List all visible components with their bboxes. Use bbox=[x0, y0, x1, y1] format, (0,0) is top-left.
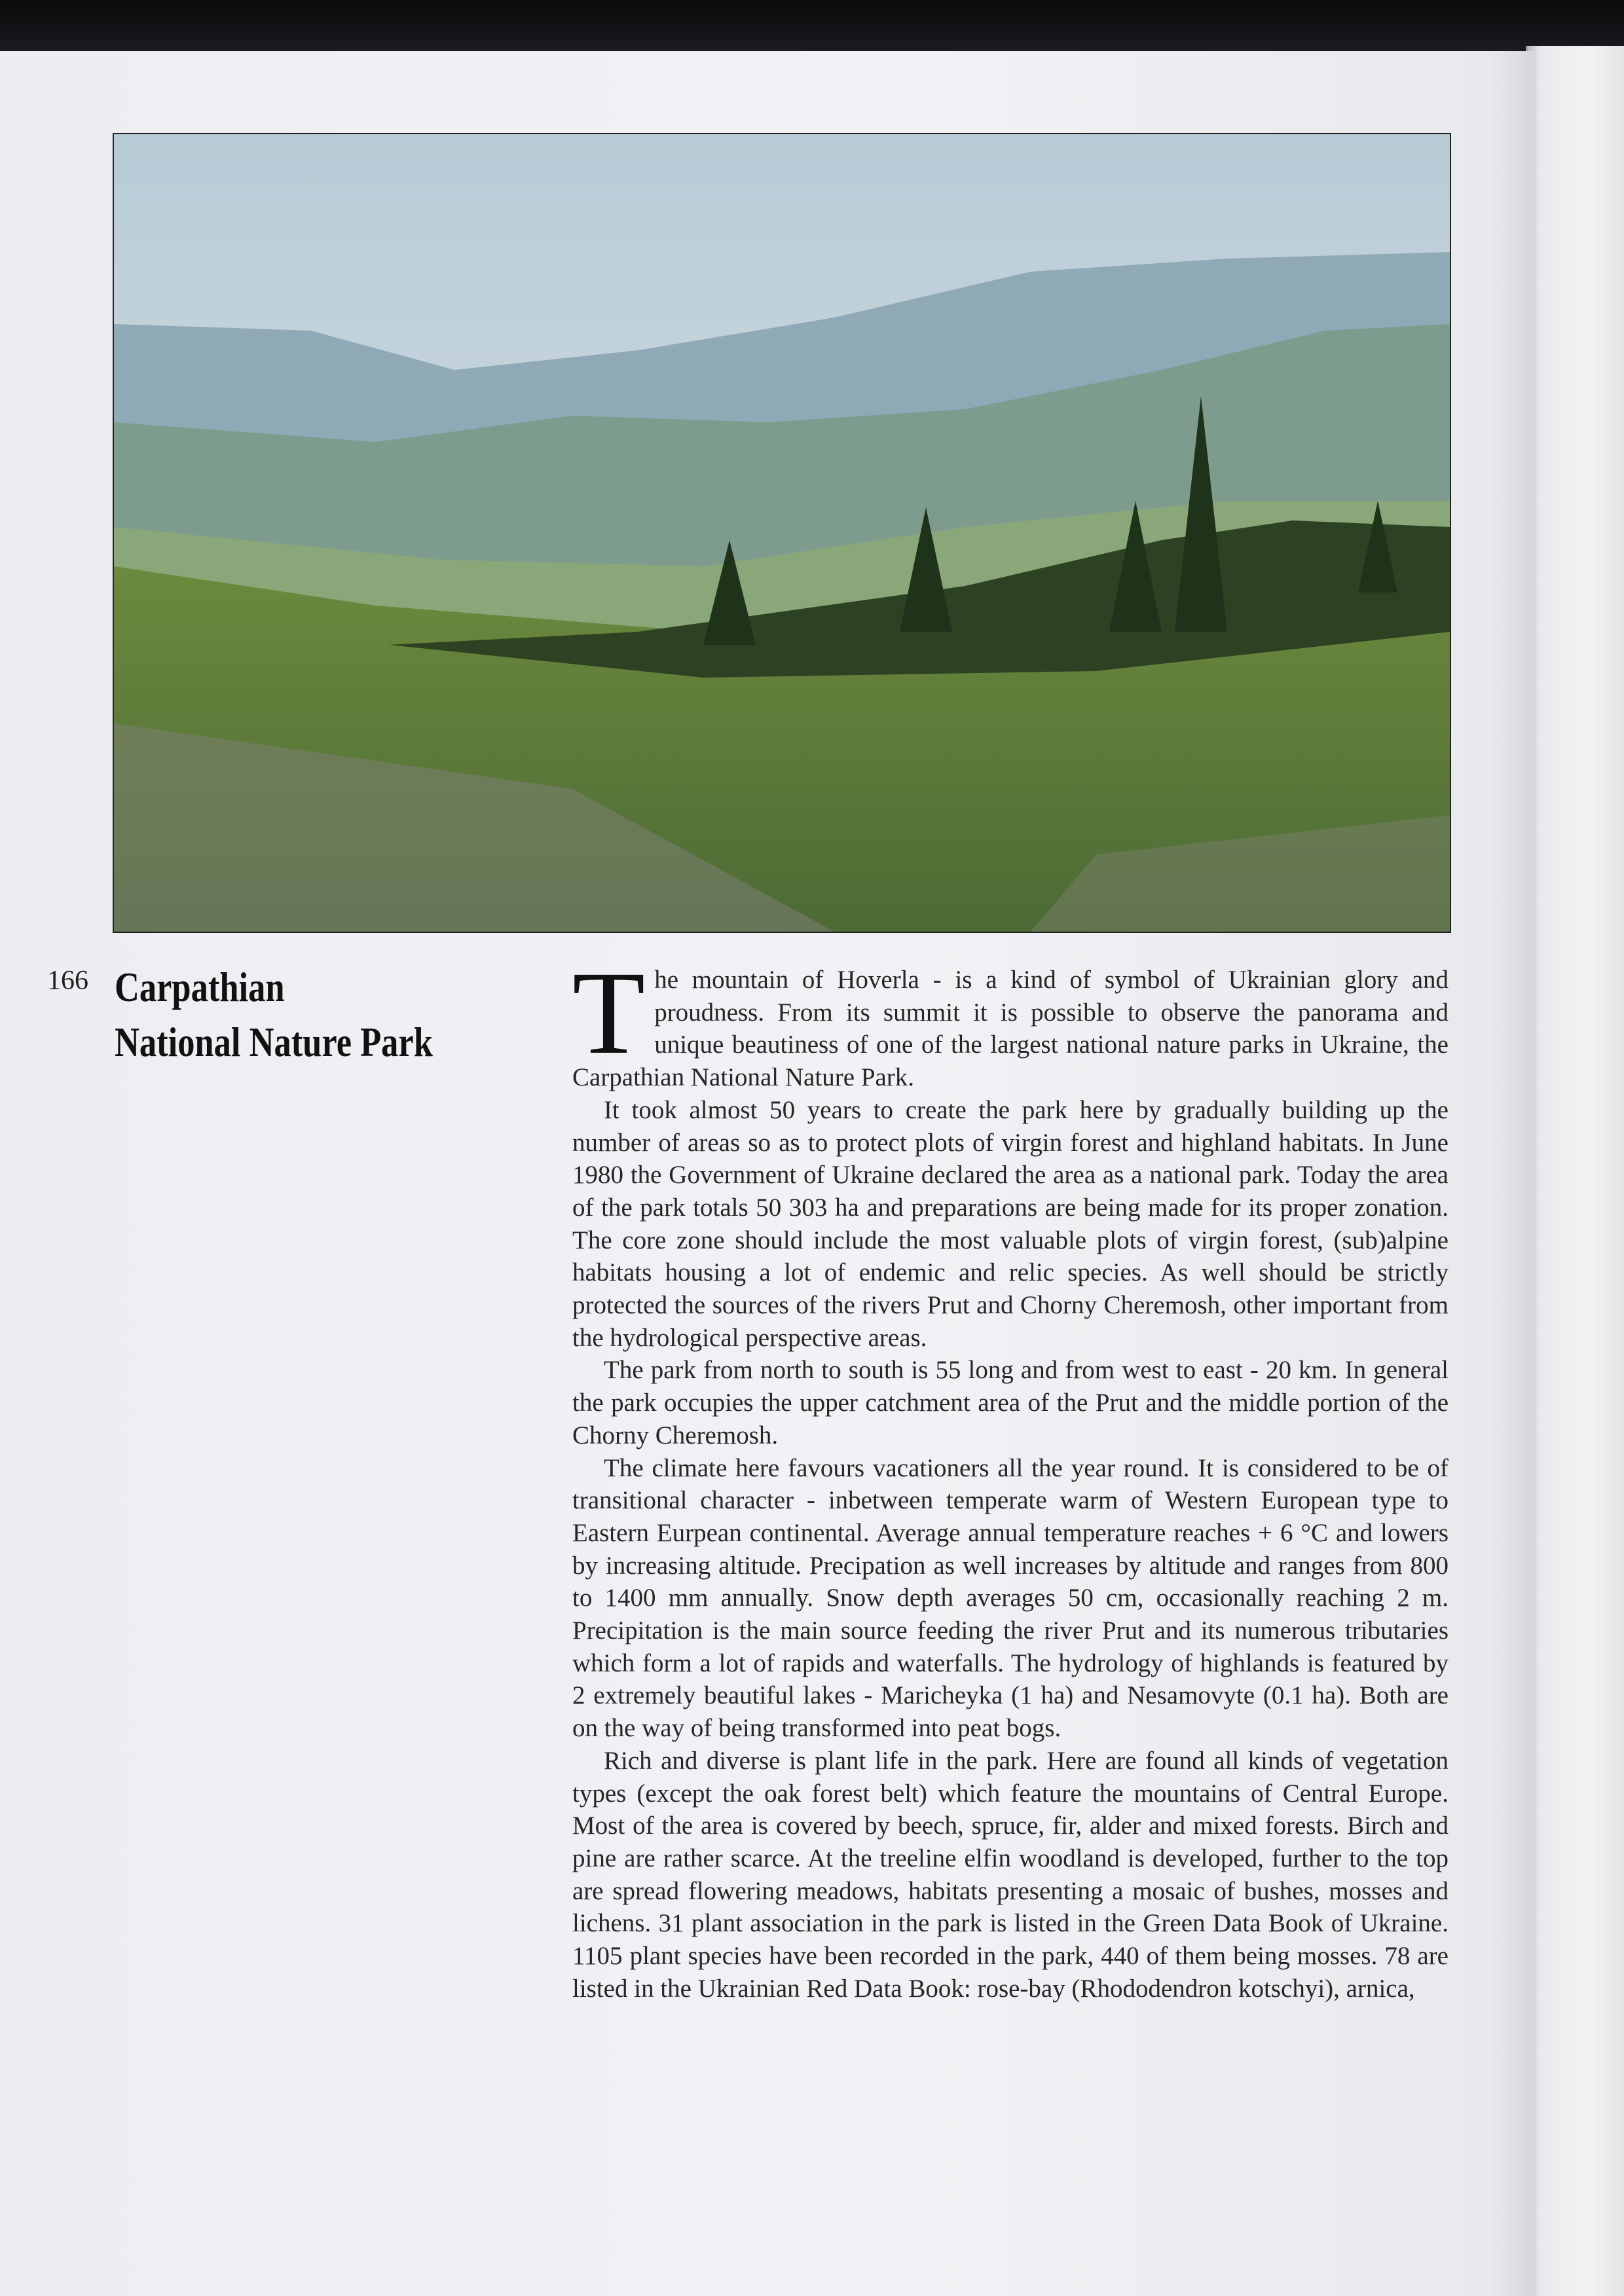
heading-line-1: Carpathian bbox=[115, 964, 285, 1010]
paragraph-4: The climate here favours vacationers all the year round. It is considered to be of transitional character - inbetween temperate warm of Western European type to Eastern Eurpean continental. Average annual temperature reaches + 6 °C and lowers by increasing altitude. Precipation as well increases by altitude and ranges from 800 to 1400 mm annually. Snow depth averages 50 cm, occasionally reaching 2 m. Precipitation is the main source feeding the river Prut and its numerous tributaries which form a lot of rapids and waterfalls. The hydrology of highlands is featured by 2 extremely beautiful lakes - Maricheyka (1 ha) and Nesamovyte (0.1 ha). Both are on the way of being transformed into peat bogs. bbox=[572, 1453, 1449, 1743]
mountain-landscape-image bbox=[114, 134, 1450, 932]
paragraph-1-text: he mountain of Hoverla - is a kind of symbol of Ukrainian glory and proudness. From its summit it is possible to observe the panorama and unique beautiness of one of the largest national nature parks in Ukraine, the Carpathian National Nature Park. bbox=[572, 966, 1449, 1092]
heading-line-2: National Nature Park bbox=[115, 1019, 433, 1065]
paragraph-1 bbox=[572, 947, 1449, 1094]
page-number: 166 bbox=[47, 966, 88, 996]
adjacent-page-edge bbox=[1526, 46, 1624, 2296]
section-heading bbox=[115, 960, 433, 1070]
drop-cap: T bbox=[572, 947, 646, 1079]
scanner-top-edge bbox=[0, 0, 1624, 52]
paragraph-5: Rich and diverse is plant life in the park. Here are found all kinds of vegetation types (except the oak forest belt) which feature the mountains of Central Europe. Most of the area is covered by beech, spruce, fir, alder and mixed forests. Birch and pine are rather scarce. At the treeline elfin woodland is developed, further to the top are spread flowering meadows, habitats presenting a mosaic of bushes, mosses and lichens. 31 plant association in the park is listed in the Green Data Book of Ukraine. 1105 plant species have been recorded in the park, 440 of them being mosses. 78 are listed in the Ukrainian Red Data Book: rose-bay (Rhododendron kotschyi), arnica, bbox=[572, 1746, 1449, 2003]
article-body bbox=[572, 947, 1449, 2005]
paragraph-3: The park from north to south is 55 long and from west to east - 20 km. In general the park occupies the upper catchment area of the Prut and the middle portion of the Chorny Cheremosh. bbox=[572, 1356, 1449, 1449]
landscape-photo bbox=[113, 133, 1451, 933]
paragraph-2: It took almost 50 years to create the park here by gradually building up the number of areas so as to protect plots of virgin forest and highland habitats. In June 1980 the Government of Ukraine declared the area as a national park. Today the area of the park totals 50 303 ha and preparations are being made for its proper zonation. The core zone should include the most valuable plots of virgin forest, (sub)alpine habitats housing a lot of endemic and relic species. As well should be strictly protected the sources of the rivers Prut and Chorny Cheremosh, other important from the hydrological perspective areas. bbox=[572, 1095, 1449, 1352]
